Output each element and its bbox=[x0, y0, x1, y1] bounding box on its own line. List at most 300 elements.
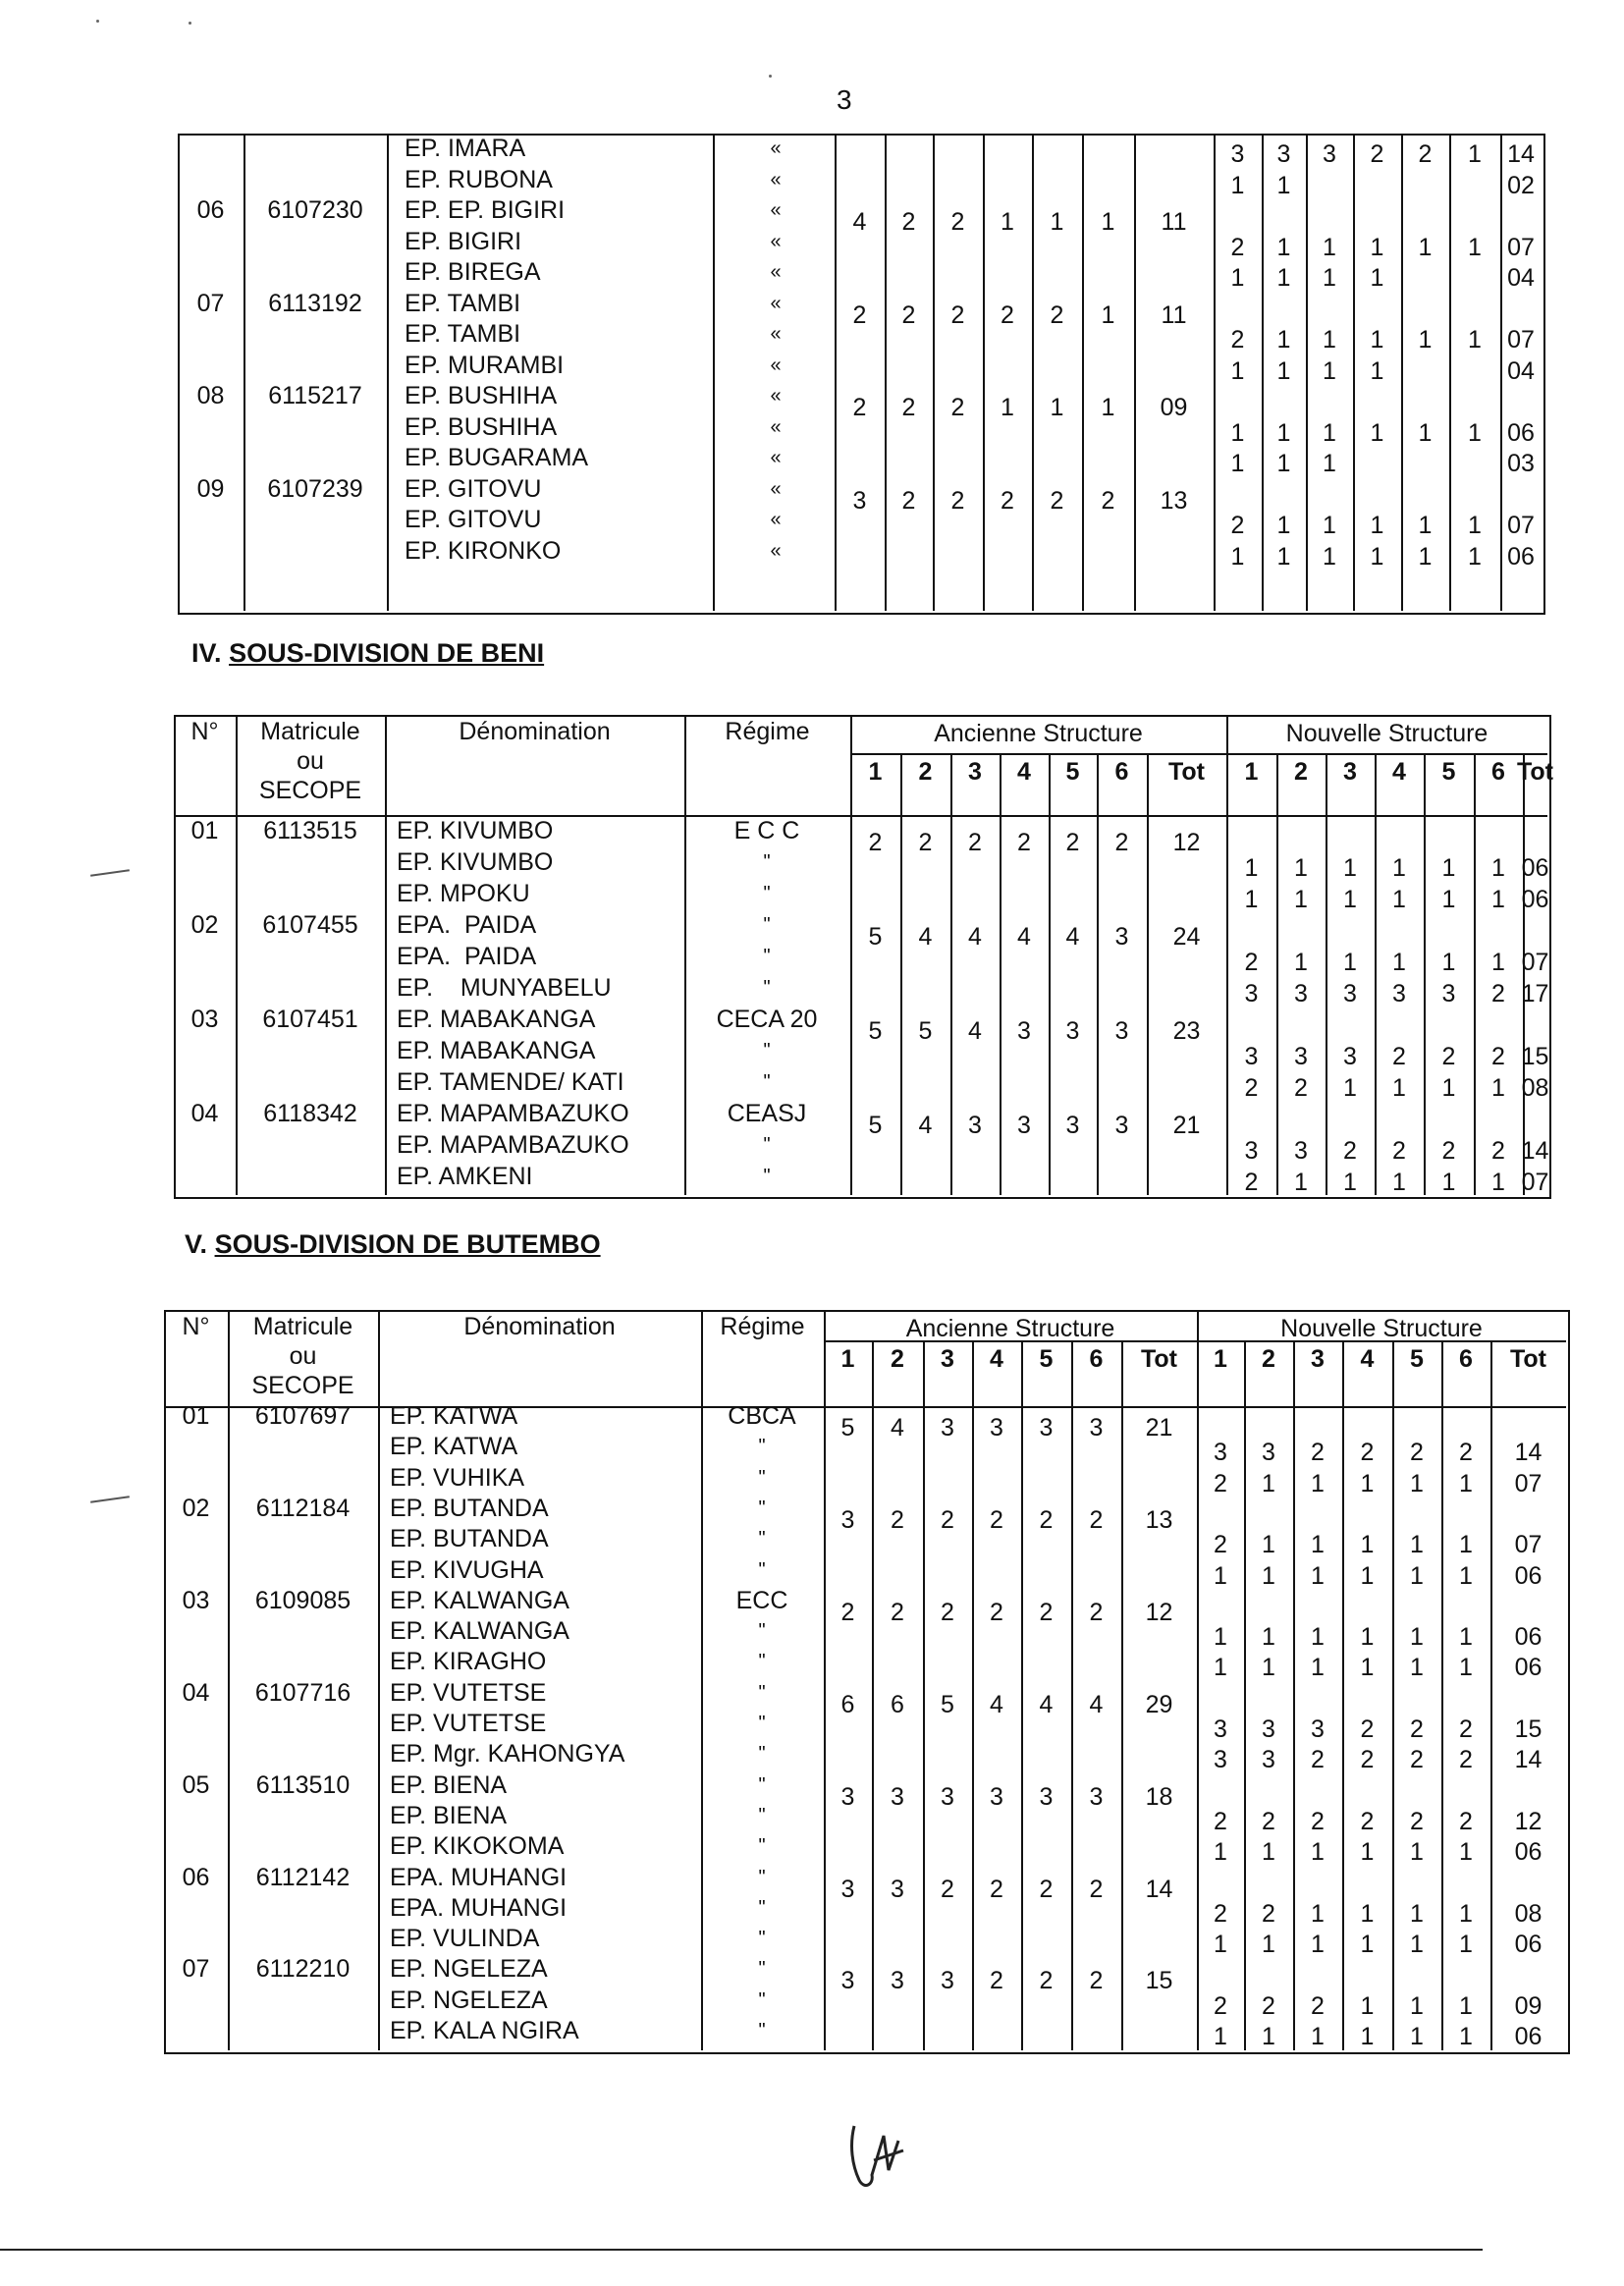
table-row-nouv-value: 1 bbox=[1468, 512, 1482, 539]
table-row-anc-value: 3 bbox=[1065, 1017, 1080, 1045]
section_butembo-header-nouvelle: Nouvelle Structure bbox=[1280, 1315, 1483, 1342]
section_butembo-grid-line bbox=[1121, 1340, 1123, 2050]
table-row-number: 03 bbox=[190, 1006, 219, 1033]
table-row-denomination: EP. MURAMBI bbox=[405, 351, 565, 379]
section_butembo-header-nouv-col: 3 bbox=[1311, 1345, 1325, 1373]
table-row-nouv-value: 1 bbox=[1491, 886, 1505, 913]
table-row-number: 06 bbox=[196, 196, 225, 224]
table-row-regime: " bbox=[758, 1835, 766, 1858]
table-row-anc-value: 12 bbox=[1172, 829, 1201, 856]
table-row-regime: " bbox=[758, 1436, 766, 1458]
section_beni-header-anc-col: Tot bbox=[1167, 758, 1206, 786]
table-row-nouv-value: 2 bbox=[1441, 1043, 1456, 1070]
table-row-anc-value: 1 bbox=[1050, 394, 1064, 421]
title-butembo-text: SOUS-DIVISION DE BUTEMBO bbox=[214, 1229, 601, 1259]
table-row-nouv-value: 3 bbox=[1311, 1715, 1325, 1743]
table-row-nouv-value: 2 bbox=[1244, 949, 1259, 976]
footer-line bbox=[0, 2249, 1483, 2251]
table-row-nouv-value: 1 bbox=[1276, 264, 1291, 292]
table-row-number: 09 bbox=[196, 474, 225, 503]
table-row-nouv-value: 1 bbox=[1360, 1531, 1375, 1559]
table-row-anc-value: 3 bbox=[1017, 1017, 1031, 1045]
table-row-nouv-value: 07 bbox=[1514, 1531, 1543, 1559]
table-row-nouv-value: 1 bbox=[1311, 1899, 1325, 1928]
table-row-anc-value: 2 bbox=[840, 1598, 855, 1626]
table-row-anc-value: 3 bbox=[891, 1875, 904, 1903]
speck bbox=[769, 75, 772, 78]
table-row-nouv-value: 06 bbox=[1521, 886, 1549, 913]
table-row-denomination: EP. TAMBI bbox=[405, 320, 521, 348]
table-row-nouv-value: 1 bbox=[1230, 356, 1245, 385]
table-row-regime: " bbox=[763, 914, 771, 936]
table-row-nouv-value: 1 bbox=[1392, 949, 1406, 976]
table-row-anc-value: 2 bbox=[1039, 1967, 1054, 1995]
signature bbox=[844, 2106, 913, 2209]
table-row-nouv-value: 2 bbox=[1410, 1807, 1424, 1835]
table-row-anc-value: 4 bbox=[1065, 923, 1080, 951]
table-row-nouv-value: 06 bbox=[1507, 542, 1535, 571]
table-row-matricule: 6112184 bbox=[255, 1494, 351, 1522]
table-row-nouv-value: 2 bbox=[1491, 1043, 1505, 1070]
table-row-nouv-value: 2 bbox=[1230, 233, 1245, 261]
table-row-denomination: EP. VUTETSE bbox=[390, 1678, 547, 1707]
table-row-matricule: 6107230 bbox=[267, 196, 363, 224]
table-row-anc-value: 1 bbox=[1101, 394, 1115, 421]
table-row-nouv-value: 1 bbox=[1276, 512, 1291, 539]
table-row-nouv-value: 1 bbox=[1459, 1931, 1473, 1959]
table-row-nouv-value: 15 bbox=[1514, 1715, 1543, 1743]
margin-mark-2 bbox=[90, 1496, 130, 1503]
table-row-regime: CECA 20 bbox=[716, 1006, 818, 1033]
table-row-anc-value: 3 bbox=[840, 1967, 855, 1995]
table-row-nouv-value: 1 bbox=[1491, 854, 1505, 882]
table-row-anc-value: 2 bbox=[950, 394, 965, 421]
table-row-anc-value: 1 bbox=[1001, 394, 1014, 421]
table-row-nouv-value: 06 bbox=[1514, 1931, 1543, 1959]
table_continued-grid-line bbox=[983, 134, 985, 611]
table-row-nouv-value: 14 bbox=[1514, 1746, 1543, 1774]
table-row-anc-value: 09 bbox=[1160, 394, 1188, 421]
section_beni-header-anc-col: 4 bbox=[1017, 758, 1031, 786]
table-row-regime: " bbox=[763, 883, 771, 904]
table-row-denomination: EP. BUGARAMA bbox=[405, 444, 589, 471]
table-row-regime: CEASJ bbox=[727, 1100, 807, 1127]
table-row-nouv-value: 1 bbox=[1459, 2023, 1473, 2050]
table-row-denomination: EP. KALWANGA bbox=[390, 1586, 569, 1614]
table-row-nouv-value: 08 bbox=[1521, 1074, 1549, 1102]
table-row-denomination: EP. NGELEZA bbox=[390, 1955, 548, 1984]
table-row-anc-value: 1 bbox=[1001, 208, 1014, 236]
table-row-anc-value: 24 bbox=[1172, 923, 1201, 951]
table-row-denomination: EP. KALWANGA bbox=[390, 1617, 569, 1646]
table-row-anc-value: 2 bbox=[901, 394, 916, 421]
table-row-number: 02 bbox=[182, 1494, 210, 1522]
table-row-nouv-value: 1 bbox=[1410, 1531, 1424, 1559]
table_continued-grid-line bbox=[1082, 134, 1084, 611]
table-row-nouv-value: 1 bbox=[1294, 854, 1308, 882]
table-row-nouv-value: 1 bbox=[1418, 418, 1433, 447]
table-row-denomination: EP. KATWA bbox=[390, 1433, 518, 1461]
table_continued-col-line bbox=[244, 134, 245, 611]
table-row-anc-value: 2 bbox=[852, 394, 867, 421]
table-row-denomination: EP. MUNYABELU bbox=[397, 974, 612, 1002]
section_beni-header-num: N° bbox=[190, 718, 219, 745]
table-row-anc-value: 2 bbox=[990, 1598, 1003, 1626]
section_butembo-header-anc-col: 2 bbox=[891, 1345, 904, 1373]
table-row-nouv-value: 2 bbox=[1410, 1746, 1424, 1774]
table-row-nouv-value: 1 bbox=[1262, 1838, 1275, 1867]
table-row-regime: " bbox=[758, 1804, 766, 1826]
table-row-matricule: 6107716 bbox=[254, 1678, 352, 1707]
table-row-nouv-value: 1 bbox=[1441, 949, 1456, 976]
table-row-nouv-value: 2 bbox=[1214, 1991, 1227, 2020]
speck bbox=[96, 20, 99, 23]
table-row-nouv-value: 2 bbox=[1311, 1807, 1325, 1835]
table-row-denomination: EP. BIREGA bbox=[405, 258, 541, 286]
table-row-nouv-value: 1 bbox=[1360, 2023, 1375, 2050]
table-row-regime: " bbox=[758, 1497, 766, 1519]
table-row-regime: " bbox=[758, 1681, 766, 1704]
section_butembo-grid-line bbox=[1021, 1340, 1023, 2050]
table-row-nouv-value: 1 bbox=[1214, 1654, 1227, 1682]
table_continued-grid-line bbox=[933, 134, 935, 611]
table-row-denomination: EP. GITOVU bbox=[405, 506, 542, 533]
table-row-nouv-value: 1 bbox=[1214, 1561, 1227, 1590]
section_beni-header-nouv-col: 6 bbox=[1491, 758, 1505, 786]
table-row-nouv-value: 1 bbox=[1323, 418, 1336, 447]
section_butembo-grid-line bbox=[1342, 1340, 1344, 2050]
table-row-anc-value: 3 bbox=[1065, 1112, 1080, 1139]
table-row-regime: " bbox=[763, 1166, 771, 1187]
table-row-nouv-value: 1 bbox=[1276, 356, 1291, 385]
section_beni-grid-line bbox=[1326, 753, 1327, 1195]
title-butembo bbox=[185, 1229, 601, 1260]
table-row-nouv-value: 1 bbox=[1410, 1838, 1424, 1867]
table-row-nouv-value: 07 bbox=[1514, 1469, 1543, 1497]
section_beni-header-nouv-col: 2 bbox=[1294, 758, 1308, 786]
table-row-nouv-value: 2 bbox=[1311, 1746, 1325, 1774]
table-row-nouv-value: 1 bbox=[1294, 949, 1308, 976]
margin-mark-1 bbox=[90, 869, 130, 877]
section_beni-grid-line bbox=[1147, 753, 1149, 1195]
table-row-nouv-value: 3 bbox=[1294, 1137, 1308, 1165]
section_butembo-grid-line bbox=[1490, 1340, 1492, 2050]
table-row-denomination: EP. KIVUMBO bbox=[397, 848, 554, 876]
table-row-anc-value: 2 bbox=[990, 1875, 1003, 1903]
table-row-anc-value: 3 bbox=[1114, 923, 1129, 951]
table-row-nouv-value: 1 bbox=[1230, 171, 1245, 199]
table-row-anc-value: 2 bbox=[868, 829, 883, 856]
table-row-anc-value: 3 bbox=[1039, 1782, 1054, 1811]
section_butembo-header-matricule: SECOPE bbox=[251, 1372, 354, 1399]
table-row-nouv-value: 1 bbox=[1294, 886, 1308, 913]
table-row-nouv-value: 1 bbox=[1262, 2023, 1275, 2050]
table-row-anc-value: 2 bbox=[1001, 300, 1014, 329]
table-row-denomination: EP. TAMENDE/ KATI bbox=[397, 1068, 624, 1096]
section_butembo-header-anc-col: 6 bbox=[1089, 1345, 1104, 1373]
table-row-matricule: 6113515 bbox=[263, 817, 357, 844]
table-row-nouv-value: 2 bbox=[1360, 1715, 1375, 1743]
table-row-denomination: EP. NGELEZA bbox=[390, 1986, 548, 2014]
table-row-anc-value: 4 bbox=[968, 923, 982, 951]
table-row-anc-value: 12 bbox=[1145, 1598, 1173, 1626]
table-row-nouv-value: 04 bbox=[1507, 356, 1535, 385]
table-row-nouv-value: 1 bbox=[1343, 854, 1357, 882]
table-row-regime: " bbox=[758, 1651, 766, 1673]
section_beni-grid-line bbox=[1049, 753, 1051, 1195]
table-row-nouv-value: 1 bbox=[1276, 326, 1291, 354]
section_beni-grid-line bbox=[1424, 753, 1426, 1195]
table-row-regime: " bbox=[758, 1528, 766, 1551]
table-row-nouv-value: 1 bbox=[1214, 1838, 1227, 1867]
page-number: 3 bbox=[837, 84, 852, 115]
table-row-matricule: 6113510 bbox=[255, 1770, 351, 1799]
table-row-nouv-value: 1 bbox=[1276, 542, 1291, 571]
table-row-denomination: EP. BIGIRI bbox=[405, 227, 522, 255]
table-row-nouv-value: 3 bbox=[1244, 1043, 1259, 1070]
table-row-nouv-value: 1 bbox=[1360, 1838, 1375, 1867]
table-row-nouv-value: 1 bbox=[1410, 1654, 1424, 1682]
table-row-nouv-value: 2 bbox=[1418, 140, 1433, 168]
table-row-nouv-value: 3 bbox=[1244, 1137, 1259, 1165]
table-row-nouv-value: 2 bbox=[1392, 1043, 1406, 1070]
table-row-nouv-value: 12 bbox=[1514, 1807, 1543, 1835]
section_beni-header-ancienne: Ancienne Structure bbox=[934, 720, 1143, 747]
table-row-anc-value: 2 bbox=[901, 208, 916, 236]
table-row-denomination: EP. BUTANDA bbox=[390, 1494, 549, 1522]
table-row-denomination: EP. Mgr. KAHONGYA bbox=[390, 1740, 625, 1769]
section_beni-header-matricule: SECOPE bbox=[258, 777, 362, 804]
table-row-regime: " bbox=[763, 1071, 771, 1093]
table-row-nouv-value: 3 bbox=[1230, 140, 1245, 168]
table-row-nouv-value: 1 bbox=[1410, 1469, 1424, 1497]
table-row-nouv-value: 1 bbox=[1468, 233, 1482, 261]
table-row-regime: « bbox=[770, 385, 782, 407]
table-row-nouv-value: 3 bbox=[1214, 1746, 1227, 1774]
section_beni-grid-line bbox=[900, 753, 902, 1195]
table-row-denomination: EP. BUSHIHA bbox=[405, 382, 558, 409]
table-row-regime: « bbox=[770, 261, 782, 283]
table-row-denomination: EP. KIVUMBO bbox=[397, 817, 554, 844]
table-row-nouv-value: 3 bbox=[1276, 140, 1291, 168]
table-row-nouv-value: 1 bbox=[1459, 1899, 1473, 1928]
table-row-denomination: EPA. MUHANGI bbox=[390, 1863, 568, 1891]
section_beni-col-line bbox=[850, 715, 852, 1195]
table-row-nouv-value: 1 bbox=[1370, 233, 1384, 261]
section_butembo-header-anc-col: 4 bbox=[990, 1345, 1003, 1373]
section_butembo-grid-line bbox=[1392, 1340, 1394, 2050]
table-row-nouv-value: 1 bbox=[1230, 542, 1245, 571]
table-row-anc-value: 4 bbox=[891, 1414, 904, 1442]
table-row-regime: " bbox=[758, 1866, 766, 1888]
table-row-matricule: 6107239 bbox=[267, 474, 363, 503]
table-row-nouv-value: 1 bbox=[1323, 233, 1336, 261]
table-row-regime: « bbox=[770, 509, 782, 530]
table-row-denomination: EP. BUTANDA bbox=[390, 1525, 549, 1553]
section_butembo-header-anc-col: 5 bbox=[1039, 1345, 1054, 1373]
table-row-nouv-value: 1 bbox=[1276, 450, 1291, 477]
table-row-nouv-value: 1 bbox=[1459, 1561, 1473, 1590]
section_beni-header-matricule: ou bbox=[297, 747, 324, 775]
table-row-anc-value: 2 bbox=[1001, 486, 1014, 515]
table_continued-col-line bbox=[387, 134, 389, 611]
table-row-anc-value: 2 bbox=[852, 300, 867, 329]
table-row-nouv-value: 3 bbox=[1262, 1715, 1275, 1743]
table-row-anc-value: 5 bbox=[840, 1414, 855, 1442]
table-row-nouv-value: 1 bbox=[1418, 512, 1433, 539]
table-row-nouv-value: 1 bbox=[1370, 512, 1384, 539]
table-row-regime: ECC bbox=[735, 1586, 788, 1614]
table-row-anc-value: 15 bbox=[1145, 1967, 1173, 1995]
table-row-nouv-value: 1 bbox=[1262, 1623, 1275, 1652]
table-row-anc-value: 3 bbox=[1089, 1782, 1104, 1811]
table-row-nouv-value: 02 bbox=[1507, 171, 1535, 199]
table-row-anc-value: 3 bbox=[891, 1782, 904, 1811]
section_beni-col-line bbox=[236, 715, 238, 1195]
table-row-nouv-value: 1 bbox=[1343, 949, 1357, 976]
table-row-anc-value: 11 bbox=[1161, 300, 1187, 329]
table-row-nouv-value: 1 bbox=[1491, 1074, 1505, 1102]
table-row-denomination: EP. MABAKANGA bbox=[397, 1006, 596, 1033]
table-row-nouv-value: 1 bbox=[1230, 450, 1245, 477]
table-row-nouv-value: 06 bbox=[1514, 1838, 1543, 1867]
table-row-anc-value: 2 bbox=[901, 300, 916, 329]
table-row-regime: « bbox=[770, 539, 782, 562]
table-row-number: 01 bbox=[182, 1402, 210, 1430]
table-row-nouv-value: 06 bbox=[1507, 418, 1535, 447]
table-row-nouv-value: 2 bbox=[1311, 1439, 1325, 1467]
table-row-denomination: EP. KATWA bbox=[390, 1402, 518, 1430]
table-row-anc-value: 4 bbox=[968, 1017, 982, 1045]
table-row-nouv-value: 1 bbox=[1410, 2023, 1424, 2050]
table-row-anc-value: 3 bbox=[1114, 1017, 1129, 1045]
table-row-nouv-value: 1 bbox=[1468, 326, 1482, 354]
table-row-regime: " bbox=[758, 1620, 766, 1643]
table-row-nouv-value: 2 bbox=[1214, 1899, 1227, 1928]
speck bbox=[189, 22, 191, 25]
section_beni-grid-line bbox=[950, 753, 952, 1195]
table-row-number: 04 bbox=[190, 1100, 219, 1127]
table-row-regime: " bbox=[758, 1773, 766, 1796]
section_beni-header-anc-col: 5 bbox=[1065, 758, 1080, 786]
table-row-nouv-value: 1 bbox=[1360, 1561, 1375, 1590]
table-row-anc-value: 2 bbox=[1089, 1598, 1104, 1626]
table-row-anc-value: 3 bbox=[990, 1782, 1003, 1811]
table-row-anc-value: 3 bbox=[1114, 1112, 1129, 1139]
table-row-nouv-value: 1 bbox=[1343, 1074, 1357, 1102]
table-row-nouv-value: 2 bbox=[1262, 1991, 1275, 2020]
table-row-regime: « bbox=[770, 230, 782, 252]
table-row-matricule: 6118342 bbox=[263, 1100, 357, 1127]
table_continued-frame bbox=[178, 134, 1545, 615]
table-row-nouv-value: 06 bbox=[1514, 2023, 1543, 2050]
table-row-nouv-value: 07 bbox=[1507, 233, 1535, 261]
table-row-denomination: EP. EP. BIGIRI bbox=[405, 196, 566, 224]
section_beni-grid-line bbox=[1474, 753, 1476, 1195]
table-row-nouv-value: 1 bbox=[1214, 1931, 1227, 1959]
table-row-nouv-value: 3 bbox=[1343, 980, 1357, 1007]
table-row-anc-value: 2 bbox=[1089, 1505, 1104, 1534]
table-row-anc-value: 2 bbox=[950, 486, 965, 515]
table-row-nouv-value: 1 bbox=[1441, 854, 1456, 882]
table-row-nouv-value: 08 bbox=[1514, 1899, 1543, 1928]
table-row-nouv-value: 3 bbox=[1214, 1715, 1227, 1743]
table-row-nouv-value: 1 bbox=[1410, 1561, 1424, 1590]
table-row-nouv-value: 1 bbox=[1418, 542, 1433, 571]
table-row-matricule: 6109085 bbox=[254, 1586, 352, 1614]
table-row-nouv-value: 14 bbox=[1514, 1439, 1543, 1467]
table-row-nouv-value: 3 bbox=[1214, 1439, 1227, 1467]
table-row-anc-value: 2 bbox=[941, 1598, 954, 1626]
table-row-denomination: EP. VULINDA bbox=[390, 1925, 540, 1953]
table-row-denomination: EP. IMARA bbox=[405, 135, 526, 162]
table_continued-grid-line bbox=[1262, 134, 1264, 611]
table-row-regime: " bbox=[758, 1743, 766, 1766]
table-row-matricule: 6107455 bbox=[262, 911, 358, 939]
table-row-anc-value: 3 bbox=[990, 1414, 1003, 1442]
table_continued-col-line bbox=[835, 134, 837, 611]
section_butembo-col-line bbox=[378, 1310, 380, 2050]
table-row-nouv-value: 1 bbox=[1410, 1623, 1424, 1652]
table-row-anc-value: 3 bbox=[941, 1414, 954, 1442]
table-row-nouv-value: 1 bbox=[1323, 512, 1336, 539]
table-row-anc-value: 5 bbox=[868, 1112, 883, 1139]
table-row-nouv-value: 1 bbox=[1468, 542, 1482, 571]
table-row-anc-value: 2 bbox=[941, 1875, 954, 1903]
table-row-nouv-value: 1 bbox=[1459, 1991, 1473, 2020]
table-row-anc-value: 29 bbox=[1145, 1690, 1173, 1718]
section_butembo-header-num: N° bbox=[182, 1313, 210, 1340]
table-row-anc-value: 5 bbox=[868, 923, 883, 951]
table-row-nouv-value: 3 bbox=[1244, 980, 1259, 1007]
table-row-regime: " bbox=[763, 851, 771, 873]
table-row-anc-value: 2 bbox=[1039, 1875, 1054, 1903]
table-row-nouv-value: 2 bbox=[1214, 1807, 1227, 1835]
table-row-nouv-value: 1 bbox=[1459, 1623, 1473, 1652]
section_beni-col-line bbox=[385, 715, 387, 1195]
table-row-denomination: EP. MPOKU bbox=[397, 880, 530, 907]
table_continued-grid-line bbox=[885, 134, 887, 611]
section_butembo-header-nouv-col: 5 bbox=[1410, 1345, 1424, 1373]
table-row-regime: « bbox=[770, 199, 782, 221]
section_beni-header-nouv-col: 1 bbox=[1244, 758, 1259, 786]
table-row-nouv-value: 2 bbox=[1491, 1137, 1505, 1165]
section_beni-header-anc-col: 2 bbox=[918, 758, 933, 786]
table-row-regime: " bbox=[763, 946, 771, 967]
table-row-regime: " bbox=[758, 1466, 766, 1489]
table-row-nouv-value: 1 bbox=[1370, 542, 1384, 571]
table-row-nouv-value: 2 bbox=[1262, 1899, 1275, 1928]
table-row-nouv-value: 07 bbox=[1507, 512, 1535, 539]
table-row-nouv-value: 1 bbox=[1323, 542, 1336, 571]
table-row-nouv-value: 1 bbox=[1343, 886, 1357, 913]
table-row-anc-value: 2 bbox=[1017, 829, 1031, 856]
table-row-anc-value: 2 bbox=[1039, 1505, 1054, 1534]
table-row-anc-value: 1 bbox=[1101, 300, 1115, 329]
table-row-anc-value: 5 bbox=[941, 1690, 954, 1718]
table-row-nouv-value: 1 bbox=[1276, 418, 1291, 447]
table-row-denomination: EP. VUTETSE bbox=[390, 1710, 547, 1737]
table-row-anc-value: 14 bbox=[1145, 1875, 1173, 1903]
table-row-anc-value: 1 bbox=[1050, 208, 1064, 236]
table-row-nouv-value: 1 bbox=[1311, 1623, 1325, 1652]
table-row-anc-value: 2 bbox=[1101, 486, 1115, 515]
table-row-matricule: 6107697 bbox=[254, 1402, 352, 1430]
table-row-denomination: EP. MAPAMBAZUKO bbox=[397, 1100, 629, 1127]
section_butembo-col-line bbox=[1197, 1310, 1199, 2050]
section_beni-grid-line bbox=[1276, 753, 1278, 1195]
table-row-anc-value: 2 bbox=[1065, 829, 1080, 856]
